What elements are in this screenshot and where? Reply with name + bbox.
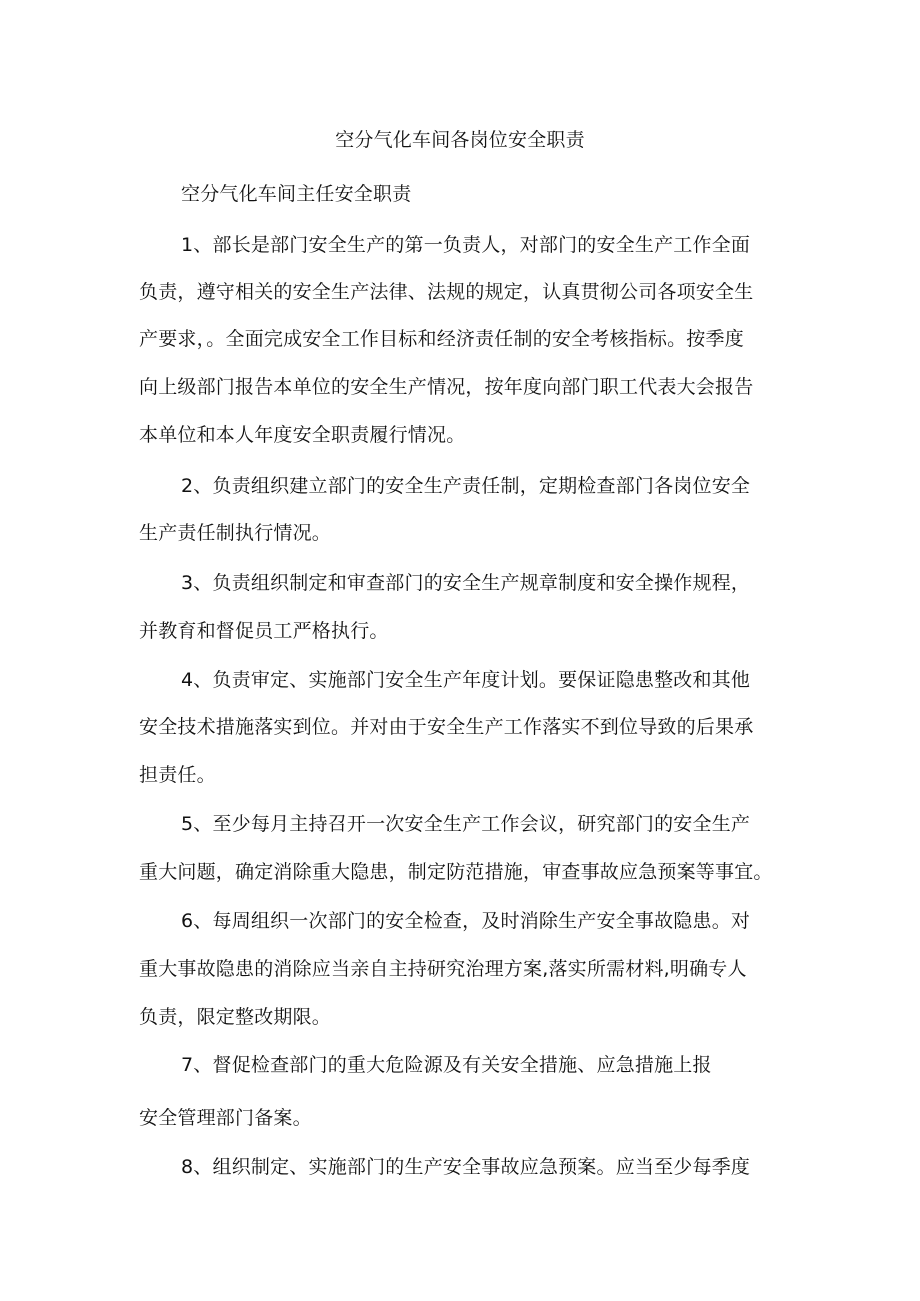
paragraph-6-line-2: 重大事故隐患的消除应当亲自主持研究治理方案,落实所需材料,明确专人 — [139, 958, 747, 980]
paragraph-3-line-1: 3、负责组织制定和审查部门的安全生产规章制度和安全操作规程， — [181, 572, 751, 594]
paragraph-4-line-3: 担责任。 — [139, 764, 216, 786]
paragraph-7-line-1: 7、督促检查部门的重大危险源及有关安全措施、应急措施上报 — [181, 1054, 712, 1076]
paragraph-6-line-1: 6、每周组织一次部门的安全检查，及时消除生产安全事故隐患。对 — [181, 910, 751, 932]
paragraph-6-line-3: 负责，限定整改期限。 — [139, 1006, 332, 1028]
page-title: 空分气化车间各岗位安全职责 — [335, 129, 585, 151]
paragraph-2-line-1: 2、负责组织建立部门的安全生产责任制，定期检查部门各岗位安全 — [181, 475, 751, 497]
paragraph-4-line-1: 4、负责审定、实施部门安全生产年度计划。要保证隐患整改和其他 — [181, 669, 751, 691]
paragraph-5-line-1: 5、至少每月主持召开一次安全生产工作会议，研究部门的安全生产 — [181, 813, 751, 835]
paragraph-4-line-2: 安全技术措施落实到位。并对由于安全生产工作落实不到位导致的后果承 — [139, 716, 754, 738]
paragraph-2-line-2: 生产责任制执行情况。 — [139, 522, 332, 544]
paragraph-7-line-2: 安全管理部门备案。 — [139, 1107, 312, 1129]
paragraph-3-line-2: 并教育和督促员工严格执行。 — [139, 620, 389, 642]
paragraph-1-line-2: 负责，遵守相关的安全生产法律、法规的规定，认真贯彻公司各项安全生 — [139, 281, 754, 303]
paragraph-1-line-3: 产要求，。全面完成安全工作目标和经济责任制的安全考核指标。按季度 — [139, 328, 744, 350]
section-heading: 空分气化车间主任安全职责 — [181, 183, 412, 205]
paragraph-8-line-1: 8、组织制定、实施部门的生产安全事故应急预案。应当至少每季度 — [181, 1156, 751, 1178]
paragraph-5-line-2: 重大问题，确定消除重大隐患，制定防范措施，审查事故应急预案等事宜。 — [139, 861, 773, 883]
paragraph-1-line-4: 向上级部门报告本单位的安全生产情况，按年度向部门职工代表大会报告 — [139, 376, 754, 398]
paragraph-1-line-5: 本单位和本人年度安全职责履行情况。 — [139, 424, 466, 446]
paragraph-1-line-1: 1、部长是部门安全生产的第一负责人，对部门的安全生产工作全面 — [181, 234, 751, 256]
